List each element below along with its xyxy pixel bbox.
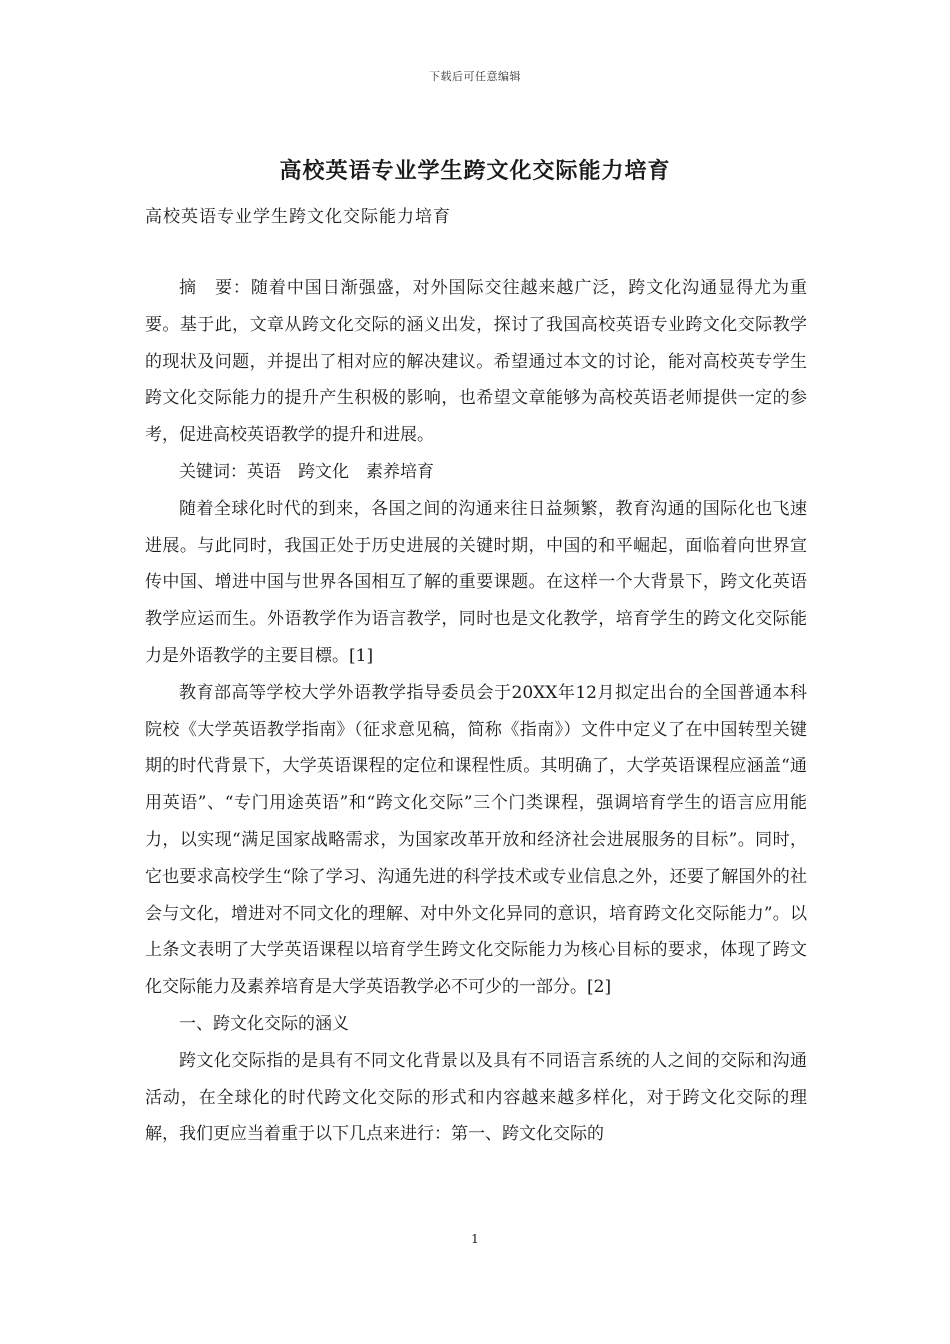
page-number: 1 bbox=[471, 1232, 479, 1246]
document-title: 高校英语专业学生跨文化交际能力培育 bbox=[279, 158, 671, 184]
body-paragraph: 随着全球化时代的到来，各国之间的沟通来往日益频繁，教育沟通的国际化也飞速进展。与此同时，我国正处于历史进展的关键时期，中国的和平崛起，面临着向世界宣传中国、增进中国与世界各国相互了解的重要课题。在这样一个大背景下，跨文化英语教学应运而生。外语教学作为语言教学，同时也是文化教学，培育学生的跨文化交际能力是外语教学的主要目標。[1] bbox=[145, 498, 807, 666]
abstract-paragraph: 摘 要：随着中国日渐强盛，对外国际交往越来越广泛，跨文化沟通显得尤为重要。基于此，文章从跨文化交际的涵义出发，探讨了我国高校英语专业跨文化交际教学的现状及问题，并提出了相对应的解决建议。希望通过本文的讨论，能对高校英专学生跨文化交际能力的提升产生积极的影响，也希望文章能够为高校英语老师提供一定的参考，促进高校英语教学的提升和进展。 bbox=[145, 278, 807, 446]
document-subtitle: 高校英语专业学生跨文化交际能力培育 bbox=[145, 207, 451, 227]
body-paragraph: 跨文化交际指的是具有不同文化背景以及具有不同语言系统的人之间的交际和沟通活动，在全球化的时代跨文化交际的形式和内容越来越多样化，对于跨文化交际的理解，我们更应当着重于以下几点来进行：第一、跨文化交际的 bbox=[145, 1050, 807, 1145]
body-paragraph: 教育部高等学校大学外语教学指导委员会于20XX年12月拟定出台的全国普通本科院校《大学英语教学指南》（征求意见稿，简称《指南》）文件中定义了在中国转型关键期的时代背景下，大学英语课程的定位和课程性质。其明确了，大学英语课程应涵盖“通用英语”、“专门用途英语”和“跨文化交际”三个门类课程，强调培育学生的语言应用能力，以实现“满足国家战略需求，为国家改革开放和经济社会进展服务的目标”。同时，它也要求高校学生“除了学习、沟通先进的科学技术或专业信息之外，还要了解国外的社会与文化，增进对不同文化的理解、对中外文化异同的意识，培育跨文化交际能力”。以上条文表明了大学英语课程以培育学生跨文化交际能力为核心目标的要求，体现了跨文化交际能力及素养培育是大学英语教学必不可少的一部分。[2] bbox=[145, 682, 807, 998]
body-text bbox=[145, 270, 807, 1153]
keywords-paragraph: 关键词：英语 跨文化 素养培育 bbox=[179, 461, 434, 482]
header-note: 下载后可任意编辑 bbox=[429, 70, 521, 83]
section-heading: 一、跨文化交际的涵义 bbox=[179, 1013, 349, 1034]
